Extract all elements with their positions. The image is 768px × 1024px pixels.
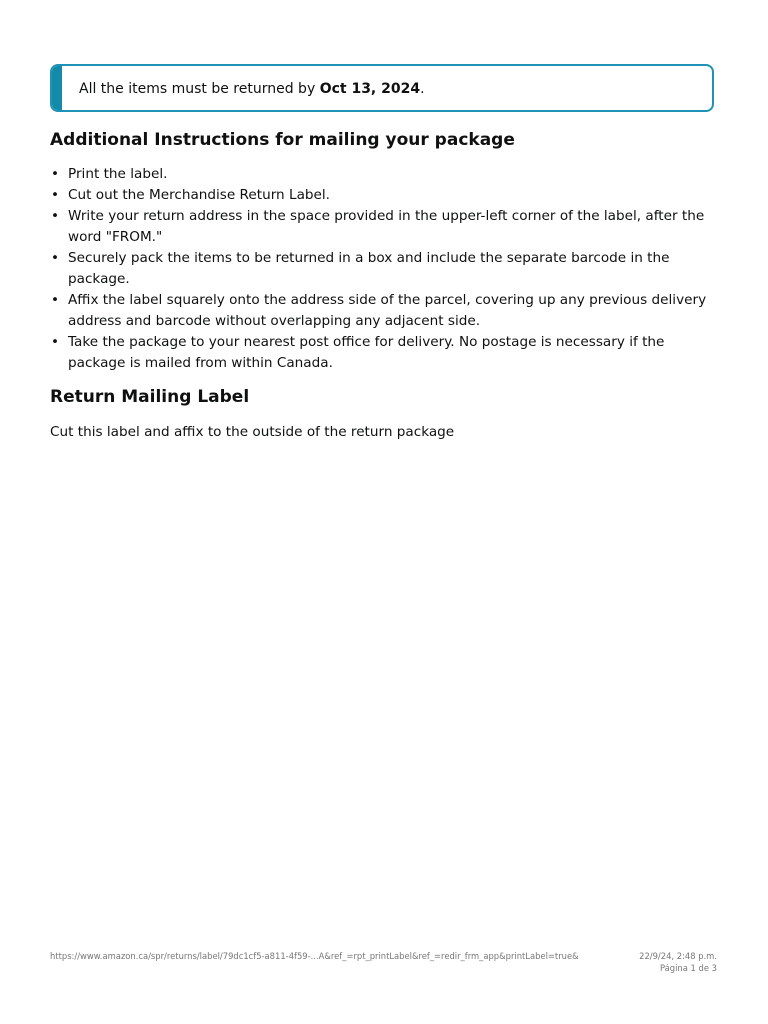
instructions-list bbox=[50, 164, 718, 374]
bullet-icon: • bbox=[51, 250, 60, 266]
bullet-icon: • bbox=[51, 187, 60, 203]
footer-url: https://www.amazon.ca/spr/returns/label/79dc1cf5-a811-4f59-...A&ref_=rpt_printLabel&ref_=redir_frm_app&printLabel=true& bbox=[50, 951, 579, 961]
footer-meta bbox=[639, 950, 717, 974]
list-item bbox=[50, 248, 718, 290]
return-deadline-alert bbox=[50, 64, 714, 112]
list-item bbox=[50, 164, 718, 185]
footer-datetime: 22/9/24, 2:48 p.m. bbox=[639, 951, 717, 961]
return-deadline-date: Oct 13, 2024 bbox=[319, 81, 421, 97]
alert-message bbox=[79, 79, 425, 99]
list-item bbox=[50, 206, 718, 248]
bullet-icon: • bbox=[51, 208, 60, 224]
alert-suffix: . bbox=[420, 81, 425, 97]
cut-label-instruction: Cut this label and affix to the outside of the return package bbox=[50, 424, 455, 440]
instruction-text: Take the package to your nearest post office for delivery. No postage is necessary if the package is mailed from within Canada. bbox=[68, 334, 665, 371]
list-item bbox=[50, 290, 718, 332]
list-item bbox=[50, 332, 718, 374]
instruction-text: Write your return address in the space provided in the upper-left corner of the label, after the word "FROM." bbox=[68, 208, 705, 245]
alert-prefix: All the items must be returned by bbox=[79, 81, 320, 97]
bullet-icon: • bbox=[51, 166, 60, 182]
additional-instructions-heading: Additional Instructions for mailing your package bbox=[50, 130, 515, 150]
instruction-text: Securely pack the items to be returned in a box and include the separate barcode in the package. bbox=[68, 250, 670, 287]
instruction-text: Cut out the Merchandise Return Label. bbox=[68, 187, 330, 203]
footer-page-number: Página 1 de 3 bbox=[659, 963, 717, 973]
return-mailing-label-heading: Return Mailing Label bbox=[50, 387, 250, 407]
list-item bbox=[50, 185, 718, 206]
instruction-text: Print the label. bbox=[68, 166, 168, 182]
bullet-icon: • bbox=[51, 292, 60, 308]
alert-accent-bar bbox=[52, 66, 62, 110]
bullet-icon: • bbox=[51, 334, 60, 350]
instruction-text: Affix the label squarely onto the address side of the parcel, covering up any previous delivery address and barcode without overlapping any adjacent side. bbox=[68, 292, 707, 329]
